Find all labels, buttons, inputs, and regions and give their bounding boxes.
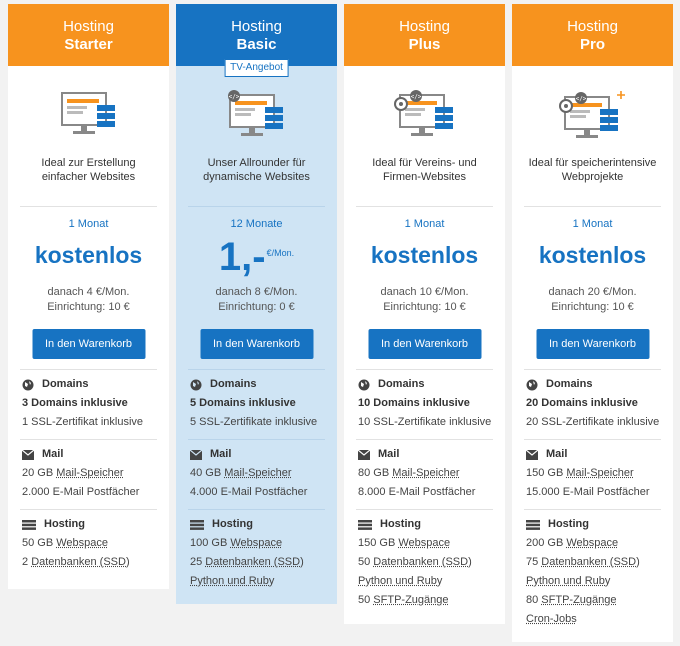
plan-name: Pro: [579, 36, 605, 53]
divider: [188, 369, 325, 370]
envelope-icon: [22, 450, 34, 460]
domains-section: [22, 375, 163, 432]
databases-amount: 50: [358, 556, 374, 568]
sftp-accounts: [526, 591, 667, 610]
databases: [22, 553, 163, 572]
webspace: [190, 534, 331, 553]
databases-amount: 75: [526, 556, 542, 568]
python-ruby-link[interactable]: Python und Ruby: [526, 575, 611, 587]
mail-storage-link[interactable]: Mail-Speicher: [224, 467, 292, 479]
add-to-cart-button[interactable]: In den Warenkorb: [536, 329, 649, 359]
python-ruby: [190, 572, 331, 591]
plan-setup-fee: Einrichtung: 10 €: [47, 301, 130, 313]
mail-storage-amount: 150 GB: [526, 467, 567, 479]
domains-count: 5 Domains inklusive: [190, 397, 296, 409]
plan-period: 1 Monat: [404, 218, 445, 230]
hosting-title-text: Hosting: [380, 518, 421, 530]
webspace: [22, 534, 163, 553]
databases-amount: 25: [190, 556, 206, 568]
mailboxes: 15.000 E-Mail Postfächer: [526, 486, 650, 498]
ssl-count: 1 SSL-Zertifikat inklusive: [22, 416, 144, 428]
webspace-amount: 200 GB: [526, 537, 567, 549]
plan-description: Ideal für speicherintensive Webprojekte: [528, 157, 657, 183]
plan-after-pricing: [344, 285, 505, 315]
plan-header-line1: Hosting: [567, 18, 618, 35]
divider: [20, 206, 157, 207]
plan-name: Plus: [408, 36, 441, 53]
sftp-accounts: [358, 591, 499, 610]
divider: [524, 206, 661, 207]
mail-section: [190, 445, 331, 502]
python-ruby-link[interactable]: Python und Ruby: [190, 575, 275, 587]
domains-section: [358, 375, 499, 432]
mail-title-text: Mail: [42, 448, 64, 460]
divider: [524, 369, 661, 370]
plan-price: kostenlos: [370, 242, 479, 268]
databases-link[interactable]: Datenbanken (SSD): [373, 556, 472, 568]
domains-count: 10 Domains inklusive: [358, 397, 470, 409]
divider: [188, 439, 325, 440]
hosting-title-text: Hosting: [44, 518, 85, 530]
sftp-link[interactable]: SFTP-Zugänge: [541, 594, 617, 606]
svg-text:</>: </>: [228, 93, 239, 101]
databases: [526, 553, 667, 572]
sftp-amount: 80: [526, 594, 542, 606]
domains-title-text: Domains: [210, 378, 257, 390]
databases-amount: 2: [22, 556, 32, 568]
plan-price-unit: €/Mon.: [266, 248, 295, 258]
webspace-link[interactable]: Webspace: [230, 537, 283, 549]
server-icon: [526, 520, 540, 530]
webspace-link[interactable]: Webspace: [566, 537, 619, 549]
divider: [20, 509, 157, 510]
domains-title: [190, 375, 331, 394]
plan-period: 1 Monat: [572, 218, 613, 230]
webspace-amount: 100 GB: [190, 537, 231, 549]
databases-link[interactable]: Datenbanken (SSD): [31, 556, 130, 568]
mail-storage: [22, 464, 163, 483]
hosting-title: [22, 515, 163, 534]
hosting-title-text: Hosting: [212, 518, 253, 530]
svg-text:</>: </>: [575, 95, 586, 103]
plan-description: Ideal zur Erstellung einfacher Websites: [41, 157, 136, 183]
add-to-cart-button[interactable]: In den Warenkorb: [368, 329, 481, 359]
envelope-icon: [526, 450, 538, 460]
mail-title-text: Mail: [210, 448, 232, 460]
plan-price: kostenlos: [34, 242, 143, 268]
divider: [188, 509, 325, 510]
mailboxes: 8.000 E-Mail Postfächer: [358, 486, 476, 498]
mail-title: [526, 445, 667, 464]
domains-title-text: Domains: [378, 378, 425, 390]
hosting-section: [190, 515, 331, 591]
domains-title-text: Domains: [546, 378, 593, 390]
databases: [358, 553, 499, 572]
plan-monthly-after: danach 8 €/Mon.: [215, 286, 298, 298]
hosting-section: [22, 515, 163, 572]
envelope-icon: [358, 450, 370, 460]
plan-header-line1: Hosting: [399, 18, 450, 35]
hosting-title: [358, 515, 499, 534]
plan-header-line1: Hosting: [231, 18, 282, 35]
mail-storage-amount: 20 GB: [22, 467, 57, 479]
cron-jobs: [526, 610, 667, 629]
plan-card-starter: [8, 4, 169, 589]
ssl-count: 10 SSL-Zertifikate inklusive: [358, 416, 492, 428]
mail-storage-link[interactable]: Mail-Speicher: [392, 467, 460, 479]
divider: [356, 439, 493, 440]
plan-monthly-after: danach 10 €/Mon.: [380, 286, 469, 298]
python-ruby: [358, 572, 499, 591]
plan-name: Basic: [236, 36, 277, 53]
mail-section: [22, 445, 163, 502]
mail-storage-link[interactable]: Mail-Speicher: [566, 467, 634, 479]
ssl-count: 20 SSL-Zertifikate inklusive: [526, 416, 660, 428]
webspace-amount: 150 GB: [358, 537, 399, 549]
plan-price: [176, 236, 337, 278]
server-icon: [190, 520, 204, 530]
plan-header: [8, 4, 169, 66]
mail-section: [358, 445, 499, 502]
add-to-cart-button[interactable]: In den Warenkorb: [32, 329, 145, 359]
plan-card-pro: [512, 4, 673, 642]
cron-jobs-link[interactable]: Cron-Jobs: [526, 613, 577, 625]
mail-storage-link[interactable]: Mail-Speicher: [56, 467, 124, 479]
plan-card-basic: [176, 4, 337, 604]
webspace-link[interactable]: Webspace: [398, 537, 451, 549]
mail-storage: [526, 464, 667, 483]
globe-icon: [526, 379, 538, 391]
plan-description: Unser Allrounder für dynamische Websites: [203, 157, 310, 183]
add-to-cart-button[interactable]: In den Warenkorb: [200, 329, 313, 359]
mail-title-text: Mail: [378, 448, 400, 460]
webspace: [526, 534, 667, 553]
monitor-code-gear-illustration-icon: [344, 89, 505, 141]
plan-description: Ideal für Vereins- und Firmen-Websites: [372, 157, 477, 183]
plan-setup-fee: Einrichtung: 10 €: [551, 301, 634, 313]
webspace-link[interactable]: Webspace: [56, 537, 109, 549]
mail-section: [526, 445, 667, 502]
plan-header: [176, 4, 337, 66]
monitor-illustration-icon: [8, 89, 169, 139]
plan-after-pricing: [176, 285, 337, 315]
mail-title: [190, 445, 331, 464]
divider: [356, 369, 493, 370]
mail-storage: [358, 464, 499, 483]
plan-header: [344, 4, 505, 66]
divider: [524, 509, 661, 510]
plan-period: 1 Monat: [68, 218, 109, 230]
plan-setup-fee: Einrichtung: 0 €: [218, 301, 295, 313]
plan-monthly-after: danach 4 €/Mon.: [47, 286, 130, 298]
mail-title: [22, 445, 163, 464]
mailboxes: 4.000 E-Mail Postfächer: [190, 486, 308, 498]
mailboxes: 2.000 E-Mail Postfächer: [22, 486, 140, 498]
mail-storage-amount: 80 GB: [358, 467, 393, 479]
sftp-amount: 50: [358, 594, 374, 606]
hosting-title: [526, 515, 667, 534]
monitor-code-gear-plus-illustration-icon: [512, 89, 673, 143]
plan-setup-fee: Einrichtung: 10 €: [383, 301, 466, 313]
hosting-title: [190, 515, 331, 534]
globe-icon: [22, 379, 34, 391]
databases-link[interactable]: Datenbanken (SSD): [205, 556, 304, 568]
plan-monthly-after: danach 20 €/Mon.: [548, 286, 637, 298]
python-ruby: [526, 572, 667, 591]
databases-link[interactable]: Datenbanken (SSD): [541, 556, 640, 568]
divider: [20, 439, 157, 440]
divider: [524, 439, 661, 440]
domains-section: [526, 375, 667, 432]
svg-text:</>: </>: [410, 93, 421, 101]
databases: [190, 553, 331, 572]
mail-storage-amount: 40 GB: [190, 467, 225, 479]
domains-count: 20 Domains inklusive: [526, 397, 638, 409]
domains-title-text: Domains: [42, 378, 89, 390]
mail-title: [358, 445, 499, 464]
domains-section: [190, 375, 331, 432]
monitor-code-illustration-icon: [176, 89, 337, 141]
globe-icon: [190, 379, 202, 391]
divider: [356, 509, 493, 510]
divider: [356, 206, 493, 207]
envelope-icon: [190, 450, 202, 460]
plan-period: 12 Monate: [230, 218, 283, 230]
sftp-link[interactable]: SFTP-Zugänge: [373, 594, 449, 606]
domains-count: 3 Domains inklusive: [22, 397, 128, 409]
hosting-section: [526, 515, 667, 629]
webspace-amount: 50 GB: [22, 537, 57, 549]
plan-price-number: 1,-: [218, 235, 266, 279]
plan-header: [512, 4, 673, 66]
mail-storage: [190, 464, 331, 483]
python-ruby-link[interactable]: Python und Ruby: [358, 575, 443, 587]
hosting-title-text: Hosting: [548, 518, 589, 530]
domains-title: [526, 375, 667, 394]
domains-title: [22, 375, 163, 394]
hosting-section: [358, 515, 499, 610]
plan-after-pricing: [512, 285, 673, 315]
mail-title-text: Mail: [546, 448, 568, 460]
plan-header-line1: Hosting: [63, 18, 114, 35]
globe-icon: [358, 379, 370, 391]
plan-after-pricing: [8, 285, 169, 315]
plan-card-plus: [344, 4, 505, 624]
ssl-count: 5 SSL-Zertifikate inklusive: [190, 416, 318, 428]
server-icon: [22, 520, 36, 530]
tv-offer-badge: TV-Angebot: [224, 59, 289, 77]
webspace: [358, 534, 499, 553]
server-icon: [358, 520, 372, 530]
plan-name: Starter: [64, 36, 113, 53]
domains-title: [358, 375, 499, 394]
divider: [188, 206, 325, 207]
plan-price: kostenlos: [538, 242, 647, 268]
divider: [20, 369, 157, 370]
